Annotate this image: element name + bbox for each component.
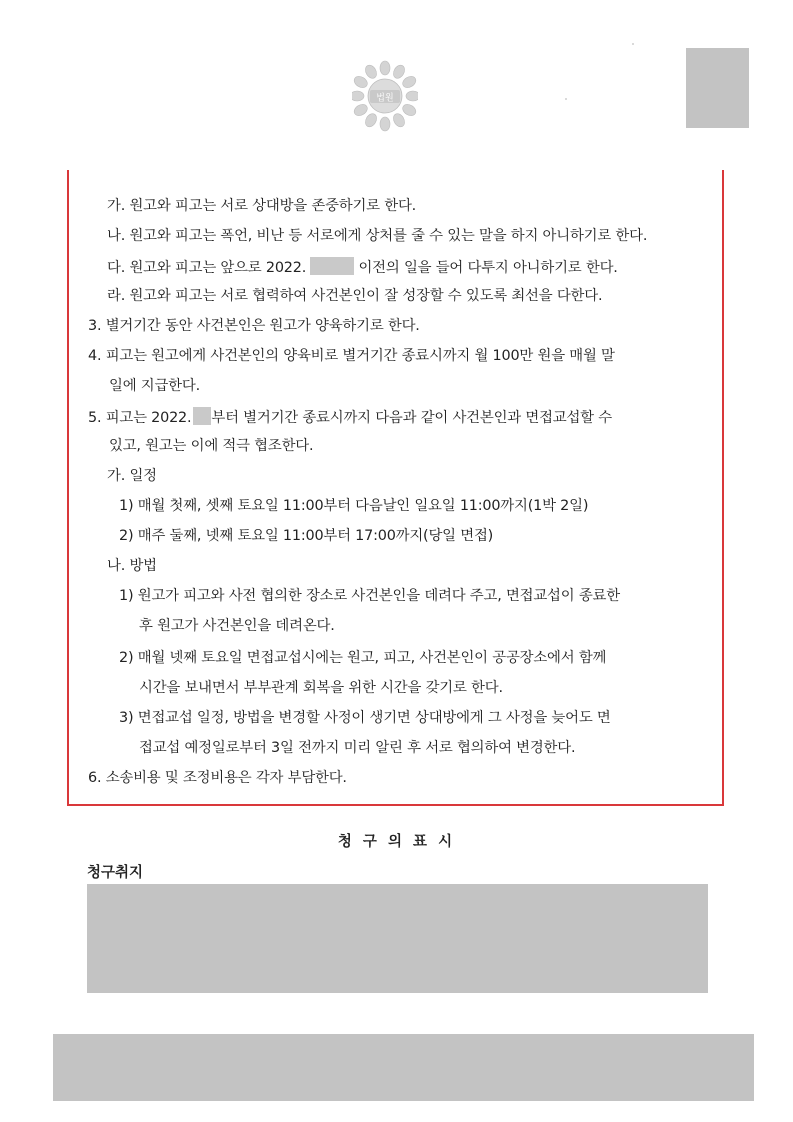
clause-line: 1) 원고가 피고와 사전 협의한 장소로 사건본인을 데려다 주고, 면접교섭이 종료한 — [119, 588, 620, 604]
scan-speck — [632, 43, 634, 45]
clause-line: 후 원고가 사건본인을 데려온다. — [139, 618, 335, 634]
clause-line: 시간을 보내면서 부부관계 회복을 위한 시간을 갖기로 한다. — [139, 680, 503, 696]
clause-line: 나. 방법 — [107, 558, 157, 574]
redaction-box — [53, 1034, 754, 1101]
clause-line: 가. 일정 — [107, 468, 157, 484]
clause-line: 1) 매월 첫째, 셋째 토요일 11:00부터 다음날인 일요일 11:00까지(1박 2일) — [119, 498, 589, 514]
clause-line: 접교섭 예정일로부터 3일 전까지 미리 알린 후 서로 협의하여 변경한다. — [139, 740, 576, 756]
subsection-title: 청구취지 — [87, 865, 144, 881]
redacted-date — [310, 257, 354, 275]
clause-line: 5. 피고는 2022. 부터 별거기간 종료시까지 다음과 같이 사건본인과 면접교섭할 수 — [88, 407, 612, 427]
clause-line: 나. 원고와 피고는 폭언, 비난 등 서로에게 상처를 줄 수 있는 말을 하지 아니하기로 한다. — [107, 228, 648, 244]
clause-line: 일에 지급한다. — [109, 378, 200, 394]
clause-line: 2) 매월 넷째 토요일 면접교섭시에는 원고, 피고, 사건본인이 공공장소에서 함께 — [119, 650, 607, 666]
svg-text:법원: 법원 — [376, 93, 394, 104]
clause-line: 6. 소송비용 및 조정비용은 각자 부담한다. — [88, 770, 347, 786]
section-title: 청 구 의 표 시 — [337, 834, 456, 850]
clause-line: 있고, 원고는 이에 적극 협조한다. — [109, 438, 314, 454]
redaction-box — [87, 884, 708, 993]
clause-line: 3) 면접교섭 일정, 방법을 변경할 사정이 생기면 상대방에게 그 사정을 늦어도 면 — [119, 710, 611, 726]
scan-speck — [565, 98, 567, 100]
clause-line: 4. 피고는 원고에게 사건본인의 양육비로 별거기간 종료시까지 월 100만 원을 매월 말 — [88, 348, 615, 364]
clause-line: 가. 원고와 피고는 서로 상대방을 존중하기로 한다. — [107, 198, 417, 214]
clause-line: 2) 매주 둘째, 넷째 토요일 11:00부터 17:00까지(당일 면접) — [119, 528, 494, 544]
clause-line: 라. 원고와 피고는 서로 협력하여 사건본인이 잘 성장할 수 있도록 최선을 다한다. — [107, 288, 603, 304]
clause-line: 다. 원고와 피고는 앞으로 2022. 이전의 일을 들어 다투지 아니하기로 한다. — [107, 257, 618, 277]
court-seal-icon — [352, 60, 418, 132]
redacted-date — [193, 407, 211, 425]
clause-line: 3. 별거기간 동안 사건본인은 원고가 양육하기로 한다. — [88, 318, 420, 334]
redaction-box — [686, 48, 749, 128]
